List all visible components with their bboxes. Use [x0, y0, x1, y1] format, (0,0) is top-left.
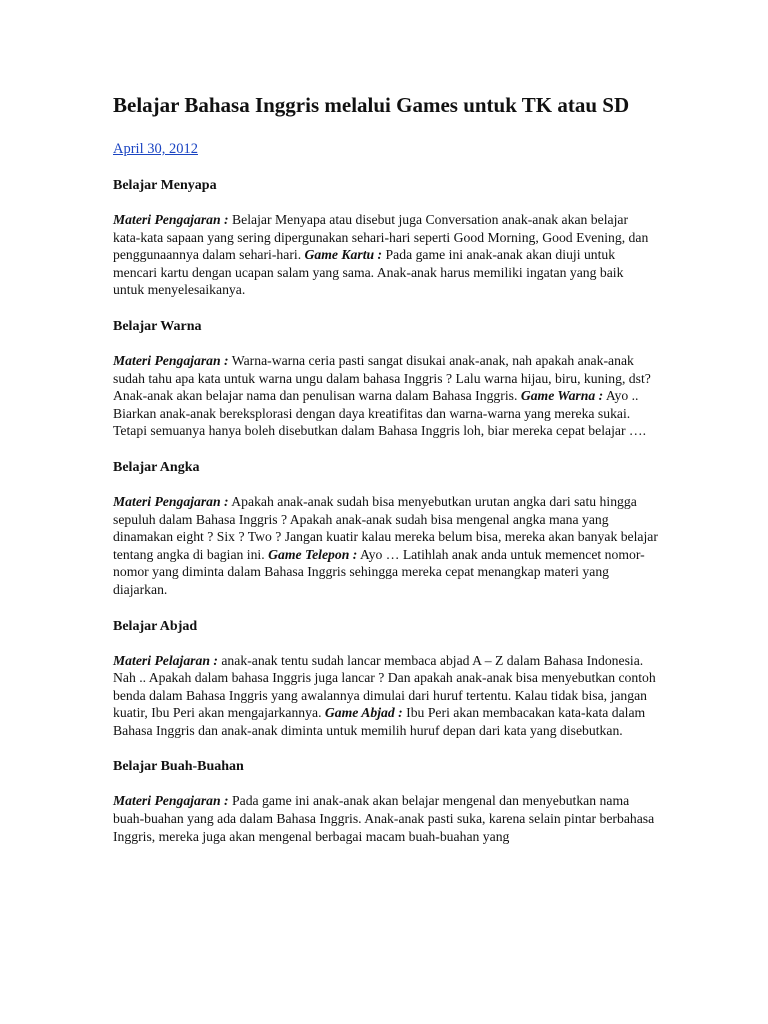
materi-text: Warna-warna ceria pasti sangat disukai anak-anak, nah apakah anak-anak sudah tahu apa kata untuk warna ungu dalam bahasa Inggris ? Lalu warna hijau, biru, kuning, dst? Anak-anak akan belajar nama dan penulisan warna dalam Bahasa Inggris.	[113, 352, 651, 404]
materi-text: anak-anak tentu sudah lancar membaca abjad A – Z dalam Bahasa Indonesia. Nah .. Apakah dalam bahasa Inggris juga lancar ? Dan apakah anak-anak bisa menyebutkan contoh benda dalam Bahasa Inggris yang awalannya dimulai dari huruf tertentu. Kalau tidak bisa, jangan kuatir, Ibu Peri akan mengajarkannya.	[113, 652, 656, 721]
section-buah-buahan	[113, 758, 658, 845]
game-label: Game Warna :	[520, 388, 604, 404]
game-text: Ibu Peri akan membacakan kata-kata dalam Bahasa Inggris dan anak-anak diminta untuk memilih huruf depan dari kata yang disebutkan.	[113, 705, 646, 738]
section-paragraph	[113, 652, 658, 740]
section-heading: Belajar Warna	[113, 318, 202, 334]
game-text: Pada game ini anak-anak akan diuji untuk mencari kartu dengan ucapan salam yang sama. Anak-anak harus memiliki ingatan yang baik untuk menyelesaikanya.	[113, 247, 624, 298]
section-warna	[113, 318, 658, 440]
materi-label: Materi Pelajaran :	[113, 652, 218, 668]
section-abjad	[113, 618, 658, 740]
section-heading: Belajar Angka	[113, 459, 200, 475]
post-date-link[interactable]: April 30, 2012	[113, 141, 198, 157]
section-paragraph	[113, 211, 658, 299]
materi-text: Belajar Menyapa atau disebut juga Conversation anak-anak akan belajar kata-kata sapaan yang sering dipergunakan sehari-hari seperti Good Morning, Good Evening, dan penggunaannya dalam sehari-hari.	[113, 212, 649, 263]
section-paragraph	[113, 352, 658, 440]
section-angka	[113, 459, 658, 599]
materi-label: Materi Pengajaran :	[113, 493, 229, 509]
section-menyapa	[113, 177, 658, 299]
game-label: Game Kartu :	[304, 247, 383, 263]
materi-text: Pada game ini anak-anak akan belajar mengenal dan menyebutkan nama buah-buahan yang ada dalam Bahasa Inggris. Anak-anak pasti suka, karena selain pintar berbahasa Inggris, mereka juga akan mengenal berbagai macam buah-buahan yang	[113, 793, 655, 844]
materi-text: Apakah anak-anak sudah bisa menyebutkan urutan angka dari satu hingga sepuluh dalam Bahasa Inggris ? Apakah anak-anak sudah bisa mengenal angka mana yang dinamakan eight ? Six ? Two ? Jangan kuatir kalau mereka belum bisa, mereka akan banyak belajar tentang angka di bagian ini.	[113, 493, 658, 562]
game-text: Ayo .. Biarkan anak-anak bereksplorasi dengan daya kreatifitas dan warna-warna yang mereka sukai. Tetapi semuanya hanya boleh disebutkan dalam Bahasa Inggris loh, biar mereka cepat belajar ….	[113, 388, 647, 439]
game-label: Game Abjad :	[324, 705, 403, 721]
section-paragraph	[113, 493, 658, 599]
materi-label: Materi Pengajaran :	[113, 793, 229, 809]
document-title: Belajar Bahasa Inggris melalui Games untuk TK atau SD	[113, 93, 630, 117]
materi-label: Materi Pengajaran :	[113, 352, 229, 368]
game-text: Ayo … Latihlah anak anda untuk memencet nomor-nomor yang diminta dalam Bahasa Inggris sehingga mereka cepat menangkap materi yang diajarkan.	[113, 546, 645, 597]
section-heading: Belajar Menyapa	[113, 178, 217, 193]
section-heading: Belajar Abjad	[113, 618, 198, 634]
section-heading: Belajar Buah-Buahan	[113, 759, 244, 775]
game-label: Game Telepon :	[268, 546, 358, 562]
materi-label: Materi Pengajaran :	[113, 212, 229, 227]
section-paragraph	[113, 792, 658, 845]
document-page	[113, 90, 658, 845]
